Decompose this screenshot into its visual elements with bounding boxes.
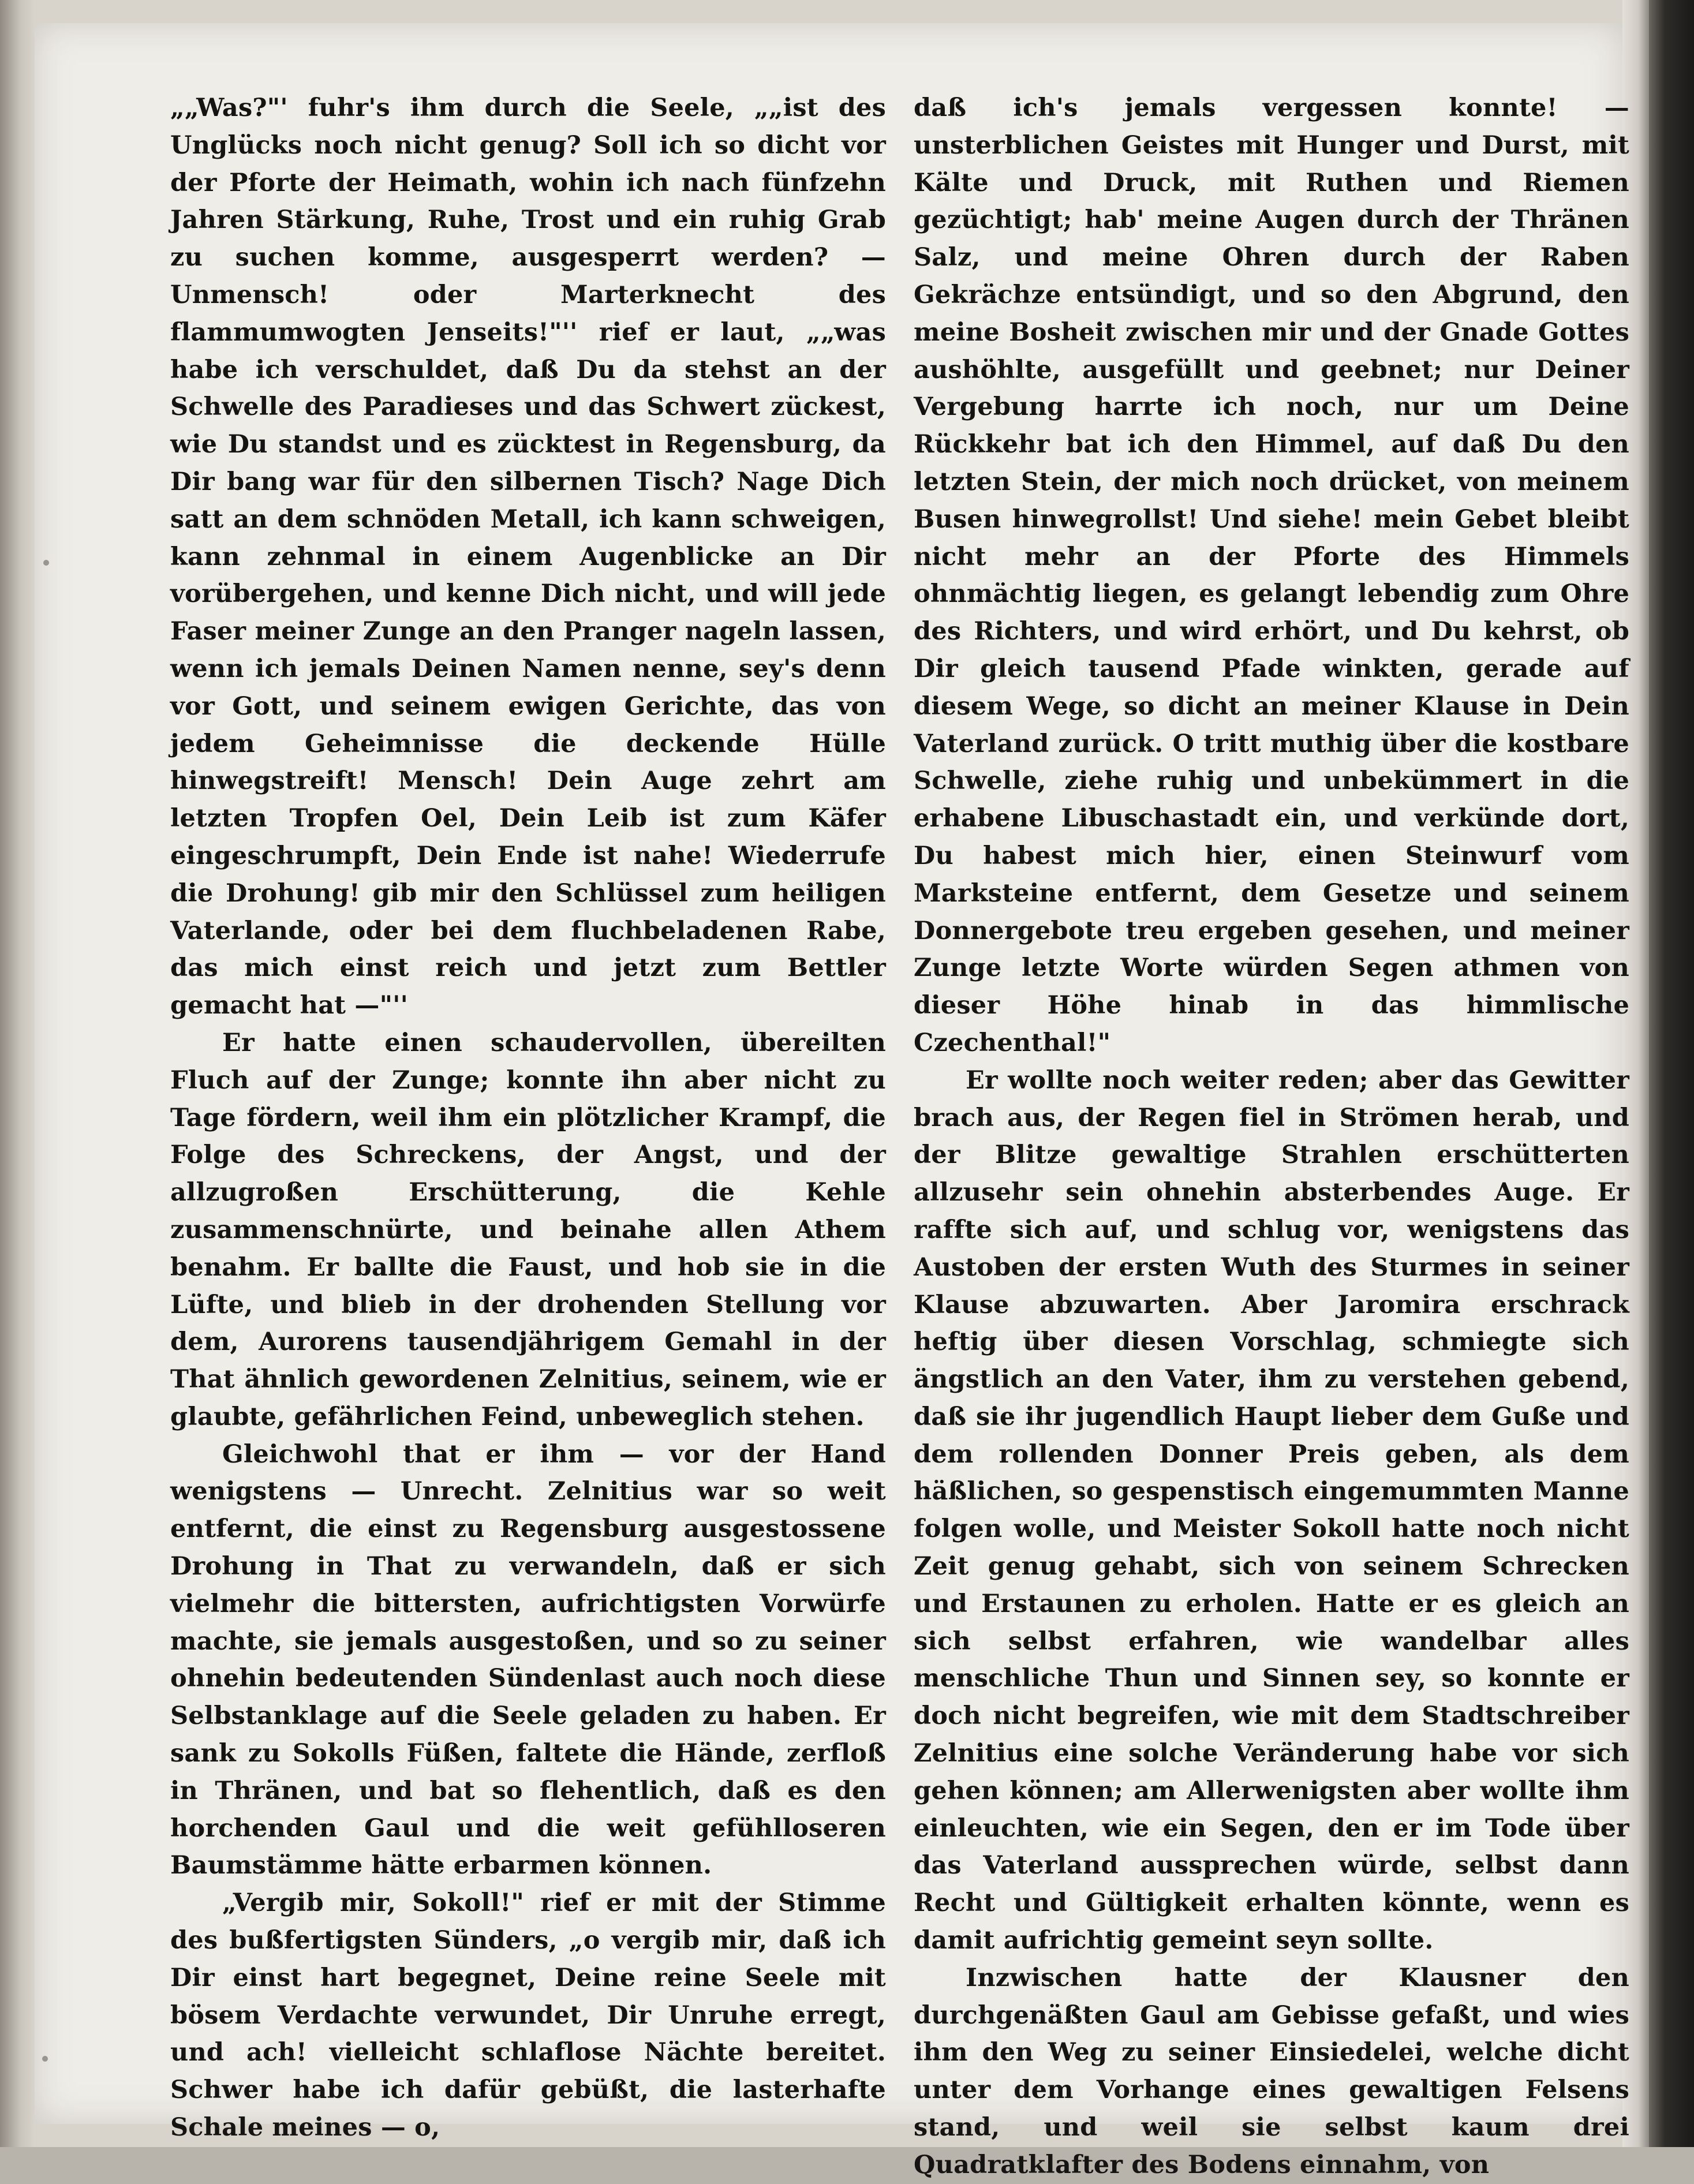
paragraph: Gleichwohl that er ihm — vor der Hand wenigstens — Unrecht. Zelnitius war so weit entfernt, die einst zu Regensburg ausgestossene Drohung in That zu verwandeln, daß er sich vielmehr die bittersten, aufrichtigsten Vorwürfe machte, sie jemals ausgestoßen, und so zu seiner ohnehin bedeutenden Sündenlast auch noch diese Selbstanklage auf die Seele geladen zu haben. Er sank zu Sokolls Füßen, faltete die Hände, zerfloß in Thränen, und bat so flehentlich, daß es den horchenden Gaul und die weit gefühlloseren Baumstämme hätte erbarmen können. bbox=[170, 1439, 886, 1880]
paragraph: Er hatte einen schaudervollen, übereilten Fluch auf der Zunge; konnte ihn aber nicht zu Tage fördern, weil ihm ein plötzlicher Krampf, die Folge des Schreckens, der Angst, und der allzugroßen Erschütterung, die Kehle zusammenschnürte, und beinahe allen Athem benahm. Er ballte die Faust, und hob sie in die Lüfte, und blieb in der drohenden Stellung vor dem, Aurorens tausendjährigem Gemahl in der That ähnlich gewordenen Zelnitius, seinem, wie er glaubte, gefährlichen Feind, unbeweglich stehen. bbox=[170, 1028, 886, 1431]
paper-blemish bbox=[43, 560, 49, 566]
paragraph: „„Was?"' fuhr's ihm durch die Seele, „„ist des Unglücks noch nicht genug? Soll ich so dicht vor der Pforte der Heimath, wohin ich nach fünfzehn Jahren Stärkung, Ruhe, Trost und ein ruhig Grab zu suchen komme, ausgesperrt werden? — Unmensch! oder Marterknecht des flammumwogten Jenseits!"'' rief er laut, „„was habe ich verschuldet, daß Du da stehst an der Schwelle des Paradieses und das Schwert zückest, wie Du standst und es zücktest in Regensburg, da Dir bang war für den silbernen Tisch? Nage Dich satt an dem schnöden Metall, ich kann schweigen, kann zehnmal in einem Augenblicke an Dir vorübergehen, und kenne Dich nicht, und will jede Faser meiner Zunge an den Pranger nageln lassen, wenn ich jemals Deinen Namen nenne, sey's denn vor Gott, und seinem ewigen Gerichte, das von jedem Geheimnisse die deckende Hülle hinwegstreift! Mensch! Dein Auge zehrt am letzten Tropfen Oel, Dein Leib ist zum Käfer eingeschrumpft, Dein Ende ist nahe! Wiederrufe die Drohung! gib mir den Schlüssel zum heiligen Vaterlande, oder bei dem fluchbeladenen Rabe, das mich einst reich und jetzt zum Bettler gemacht hat —"'' bbox=[170, 94, 886, 1020]
paper-blemish bbox=[42, 2056, 48, 2062]
left-text-column bbox=[170, 89, 886, 2146]
paragraph: daß ich's jemals vergessen konnte! — unsterblichen Geistes mit Hunger und Durst, mit Kälte und Druck, mit Ruthen und Riemen gezüchtigt; hab' meine Augen durch der Thränen Salz, und meine Ohren durch der Raben Gekrächze entsündigt, und so den Abgrund, den meine Bosheit zwischen mir und der Gnade Gottes aushöhlte, ausgefüllt und geebnet; nur Deiner Vergebung harrte ich noch, nur um Deine Rückkehr bat ich den Himmel, auf daß Du den letzten Stein, der mich noch drücket, von meinem Busen hinwegrollst! Und siehe! mein Gebet bleibt nicht mehr an der Pforte des Himmels ohnmächtig liegen, es gelangt lebendig zum Ohre des Richters, und wird erhört, und Du kehrst, ob Dir gleich tausend Pfade winkten, gerade auf diesem Wege, so dicht an meiner Klause in Dein Vaterland zurück. O tritt muthig über die kostbare Schwelle, ziehe ruhig und unbekümmert in die erhabene Libuschastadt ein, und verkünde dort, Du habest mich hier, einen Steinwurf vom Marksteine entfernt, dem Gesetze und seinem Donnergebote treu ergeben gesehen, und meiner Zunge letzte Worte würden Segen athmen von dieser Höhe hinab in das himmlische Czechenthal!" bbox=[914, 94, 1629, 1057]
paragraph: Inzwischen hatte der Klausner den durchgenäßten Gaul am Gebisse gefaßt, und wies ihm den Weg zu seiner Einsiedelei, welche dicht unter dem Vorhange eines gewaltigen Felsens stand, und weil sie selbst kaum drei Quadratklafter des Bodens einnahm, von bbox=[914, 1963, 1629, 2179]
right-text-column bbox=[914, 89, 1629, 2184]
paragraph: Er wollte noch weiter reden; aber das Gewitter brach aus, der Regen fiel in Strömen herab, und der Blitze gewaltige Strahlen erschütterten allzusehr sein ohnehin absterbendes Auge. Er raffte sich auf, und schlug vor, wenigstens das Austoben der ersten Wuth des Sturmes in seiner Klause abzuwarten. Aber Jaromira erschrack heftig über diesen Vorschlag, schmiegte sich ängstlich an den Vater, ihm zu verstehen gebend, daß sie ihr jugendlich Haupt lieber dem Guße und dem rollenden Donner Preis geben, als dem häßlichen, so gespenstisch eingemummten Manne folgen wolle, und Meister Sokoll hatte noch nicht Zeit genug gehabt, sich von seinem Schrecken und Erstaunen zu erholen. Hatte er es gleich an sich selbst erfahren, wie wandelbar alles menschliche Thun und Sinnen sey, so konnte er doch nicht begreifen, wie mit dem Stadtschreiber Zelnitius eine solche Veränderung habe vor sich gehen können; am Allerwenigsten aber wollte ihm einleuchten, wie ein Segen, den er im Tode über das Vaterland aussprechen würde, selbst dann Recht und Gültigkeit erhalten könnte, wenn es damit aufrichtig gemeint seyn sollte. bbox=[914, 1065, 1629, 1955]
paragraph: „Vergib mir, Sokoll!" rief er mit der Stimme des bußfertigsten Sünders, „o vergib mir, daß ich Dir einst hart begegnet, Deine reine Seele mit bösem Verdachte verwundet, Dir Unruhe erregt, und ach! vielleicht schlaflose Nächte bereitet. Schwer habe ich dafür gebüßt, die lasterhafte Schale meines — o, bbox=[170, 1888, 886, 2142]
book-binding bbox=[1649, 0, 1694, 2147]
left-page-shadow bbox=[0, 0, 35, 2147]
